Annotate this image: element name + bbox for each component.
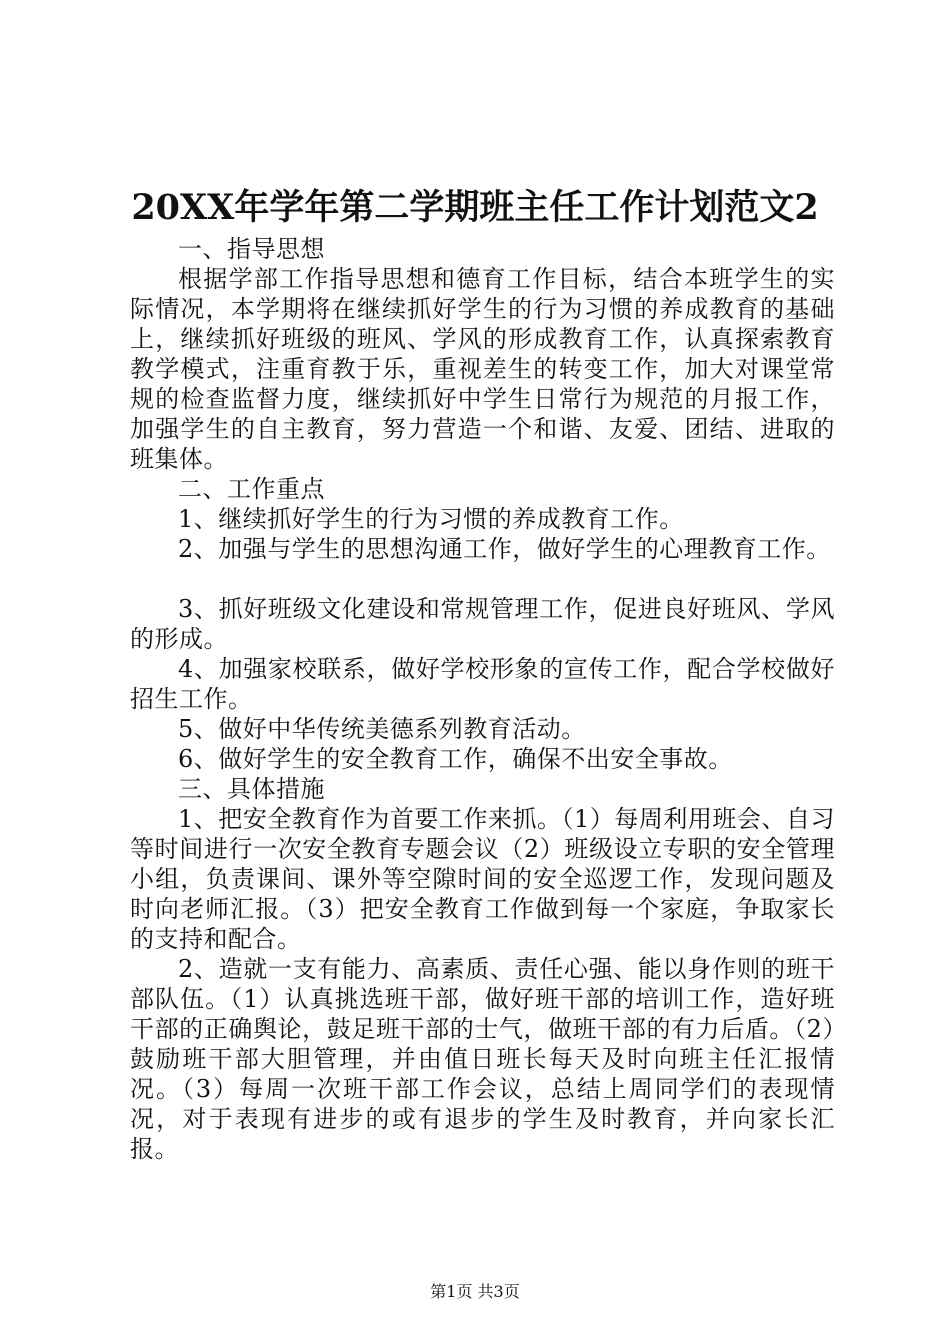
paragraph-guiding-ideology: 根据学部工作指导思想和德育工作目标，结合本班学生的实际情况，本学期将在继续抓好学生的行为习惯的养成教育的基础上，继续抓好班级的班风、学风的形成教育工作，认真探索教育教学模式，注重育教于乐，重视差生的转变工作，加大对课堂常规的检查监督力度，继续抓好中学生日常行为规范的月报工作，加强学生的自主教育，努力营造一个和谐、友爱、团结、进取的班集体。 xyxy=(130,265,835,473)
document-body xyxy=(130,234,835,1164)
section-heading-measures: 三、具体措施 xyxy=(178,775,325,803)
section-heading-guiding-ideology: 一、指导思想 xyxy=(178,235,325,263)
measure-item-2: 2、造就一支有能力、高素质、责任心强、能以身作则的班干部队伍。（1）认真挑选班干部，做好班干部的培训工作，造好班干部的正确舆论，鼓足班干部的士气，做班干部的有力后盾。（2）鼓励班干部大胆管理，并由值日班长每天及时向班主任汇报情况。（3）每周一次班干部工作会议，总结上周同学们的表现情况，对于表现有进步的或有退步的学生及时教育，并向家长汇报。 xyxy=(130,955,835,1163)
document-title: 20XX年学年第二学期班主任工作计划范文2 xyxy=(131,187,819,228)
section-heading-work-focus: 二、工作重点 xyxy=(178,475,325,503)
work-focus-item-4: 4、加强家校联系，做好学校形象的宣传工作，配合学校做好招生工作。 xyxy=(130,655,835,713)
work-focus-item-3: 3、抓好班级文化建设和常规管理工作，促进良好班风、学风的形成。 xyxy=(130,595,835,653)
measure-item-1: 1、把安全教育作为首要工作来抓。（1）每周利用班会、自习等时间进行一次安全教育专题会议（2）班级设立专职的安全管理小组，负责课间、课外等空隙时间的安全巡逻工作，发现问题及时向老师汇报。（3）把安全教育工作做到每一个家庭，争取家长的支持和配合。 xyxy=(130,805,835,953)
work-focus-item-6: 6、做好学生的安全教育工作，确保不出安全事故。 xyxy=(178,745,733,773)
work-focus-item-2: 2、加强与学生的思想沟通工作，做好学生的心理教育工作。 xyxy=(178,535,831,563)
work-focus-item-5: 5、做好中华传统美德系列教育活动。 xyxy=(178,715,586,743)
page-number-footer: 第1页 共3页 xyxy=(430,1282,520,1301)
work-focus-item-1: 1、继续抓好学生的行为习惯的养成教育工作。 xyxy=(178,505,684,533)
